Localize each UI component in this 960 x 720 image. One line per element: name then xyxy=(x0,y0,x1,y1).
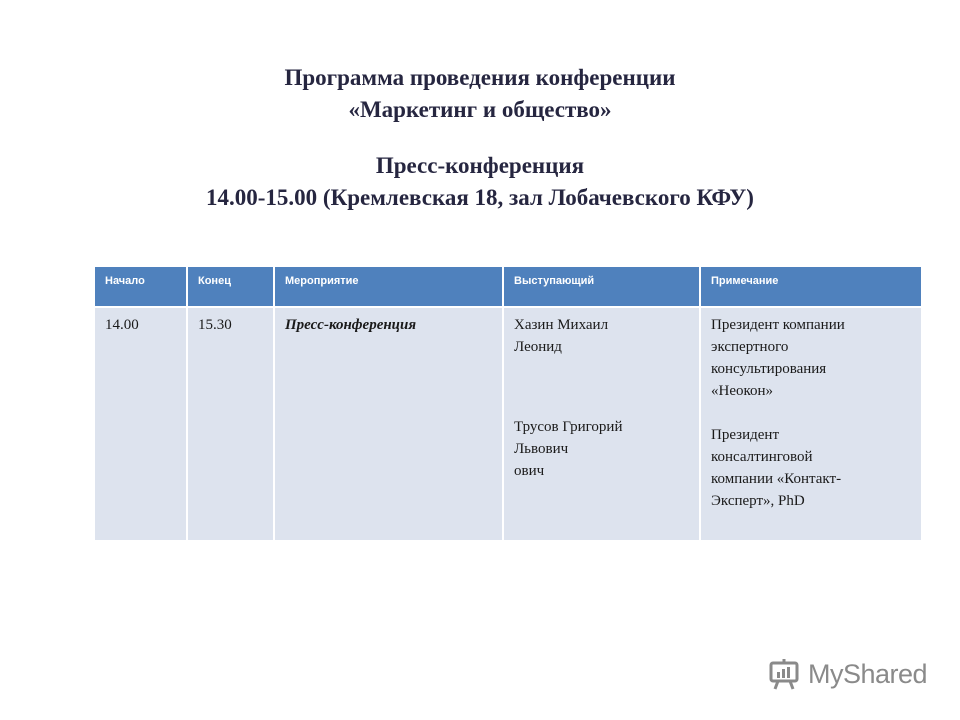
note-1-line-2: экспертного xyxy=(711,339,789,355)
note-2-line-4: Эксперт», PhD xyxy=(711,493,805,509)
cell-start: 14.00 xyxy=(95,307,187,540)
cell-end: 15.30 xyxy=(187,307,274,540)
note-2-line-1: Президент xyxy=(711,427,779,443)
watermark-brand: MyShared xyxy=(808,658,928,689)
note-2-line-2: консалтинговой xyxy=(711,449,813,465)
note-2-line-3: компании «Контакт- xyxy=(711,471,842,487)
speaker-2-line-3: ович xyxy=(514,463,545,479)
column-header-end: Конец xyxy=(187,267,274,307)
event-name: Пресс-конференция xyxy=(285,317,417,333)
column-header-note: Примечание xyxy=(700,267,921,307)
myshared-watermark xyxy=(768,656,927,692)
speaker-2-line-1: Трусов Григорий xyxy=(514,419,623,435)
column-header-event: Мероприятие xyxy=(274,267,503,307)
speaker-1-line-2: Леонид xyxy=(514,339,562,355)
table-header-row xyxy=(95,267,921,307)
session-title: Пресс-конференция xyxy=(375,153,585,178)
cell-note xyxy=(700,307,921,540)
conference-title: Программа проведения конференции xyxy=(284,65,676,90)
cell-event xyxy=(274,307,503,540)
note-1-line-4: «Неокон» xyxy=(711,383,774,399)
note-1-line-1: Президент компании xyxy=(711,317,845,333)
conference-subtitle: «Маркетинг и общество» xyxy=(348,97,612,122)
cell-speaker xyxy=(503,307,700,540)
column-header-start: Начало xyxy=(95,267,187,307)
projector-screen-icon xyxy=(768,657,802,691)
note-1-line-3: консультирования xyxy=(711,361,827,377)
speaker-2-line-2: Львович xyxy=(514,441,569,457)
page-header xyxy=(0,62,960,214)
speaker-1-line-1: Хазин Михаил xyxy=(514,317,609,333)
session-time-place: 14.00-15.00 (Кремлевская 18, зал Лобачевского КФУ) xyxy=(206,185,754,210)
program-table xyxy=(95,267,921,540)
column-header-speaker: Выступающий xyxy=(503,267,700,307)
table-row xyxy=(95,307,921,540)
